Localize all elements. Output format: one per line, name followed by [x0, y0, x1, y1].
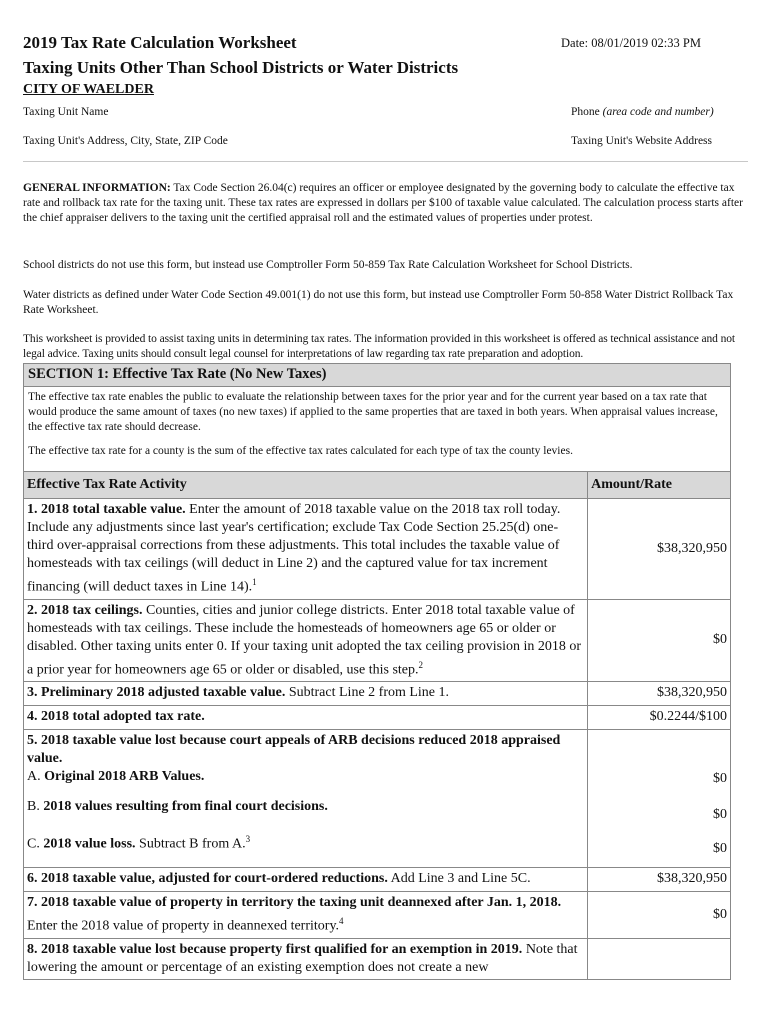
line5c-text: Subtract B from A.	[135, 836, 246, 852]
line8-amount	[588, 938, 731, 979]
table-row	[24, 730, 731, 868]
line3-title: 3. Preliminary 2018 adjusted taxable value.	[27, 685, 286, 701]
worksheet-date: Date: 08/01/2019 02:33 PM	[561, 36, 701, 50]
line7-description	[24, 892, 588, 939]
line6-amount: $38,320,950	[588, 868, 731, 892]
general-information-lead: GENERAL INFORMATION:	[23, 182, 171, 194]
header-divider	[23, 161, 748, 162]
line8-text: Note that lowering the amount or percentage of an existing exemption does not create a new	[27, 941, 578, 975]
line4-description	[24, 706, 588, 730]
line5b-prefix: B.	[27, 799, 44, 815]
line5a-label	[27, 768, 584, 786]
line5-description	[24, 730, 588, 868]
phone-label-text: Phone	[571, 106, 600, 118]
section1-county-note: The effective tax rate for a county is the sum of the effective tax rates calculated for each type of tax the county levies.	[28, 445, 573, 457]
line4-title: 4. 2018 total adopted tax rate.	[27, 709, 205, 725]
line5b-title: 2018 values resulting from final court decisions.	[43, 799, 328, 815]
section1-header: SECTION 1: Effective Tax Rate (No New Taxes)	[23, 363, 731, 387]
line5b-amount: $0	[713, 807, 727, 823]
line5c-footnote: 3	[245, 834, 251, 845]
general-information-text: Tax Code Section 26.04(c) requires an officer or employee designated by the governing body to calculate the effective tax rate and rollback tax rate for the taxing unit. These tax rates are expressed in dollars per $100 of taxable value calculated. The calculation process starts after the chief appraiser delivers to the taxing unit the certified appraisal roll and the estimated values of properties under protest.	[23, 182, 743, 224]
table-row	[24, 938, 731, 979]
table-row	[24, 682, 731, 706]
table-header-row	[24, 472, 731, 499]
phone-label	[571, 106, 714, 118]
line7-text: Enter the 2018 value of property in deannexed territory.	[27, 918, 340, 934]
website-label: Taxing Unit's Website Address	[571, 135, 712, 147]
line8-description	[24, 938, 588, 979]
worksheet-title: 2019 Tax Rate Calculation Worksheet	[23, 33, 297, 52]
line5c-amount: $0	[713, 841, 727, 857]
column-header-activity: Effective Tax Rate Activity	[24, 472, 588, 499]
line5-title: 5. 2018 taxable value lost because court appeals of ARB decisions reduced 2018 appraised value.	[27, 733, 561, 767]
line1-text: Enter the amount of 2018 taxable value on the 2018 tax roll today. Include any adjustments since last year's certification; exclude Tax Code Section 25.25(d) one-third over-appraisal corrections from these adjustments. This total includes the taxable value of homesteads with tax ceilings (will deduct in Line 2) and the captured value for tax increment financing (will deduct taxes in Line 14).	[27, 502, 561, 595]
column-header-amount: Amount/Rate	[588, 472, 731, 499]
line2-description	[24, 599, 588, 682]
general-information	[23, 181, 745, 226]
line7-amount: $0	[588, 892, 731, 939]
worksheet-disclaimer: This worksheet is provided to assist taxing units in determining tax rates. The information provided in this worksheet is offered as technical assistance and not legal advice. Taxing units should consult legal counsel for interpretations of law regarding tax rate preparation and adoption.	[23, 333, 735, 360]
line6-title: 6. 2018 taxable value, adjusted for court-ordered reductions.	[27, 871, 388, 887]
worksheet-subtitle: Taxing Units Other Than School Districts or Water Districts	[23, 58, 459, 77]
line8-title: 8. 2018 taxable value lost because property first qualified for an exemption in 2019.	[27, 941, 523, 957]
phone-label-hint: (area code and number)	[602, 106, 714, 118]
line3-description	[24, 682, 588, 706]
table-row	[24, 868, 731, 892]
line1-title: 1. 2018 total taxable value.	[27, 502, 186, 517]
address-label: Taxing Unit's Address, City, State, ZIP Code	[23, 135, 228, 147]
section1-intro-text: The effective tax rate enables the public to evaluate the relationship between taxes for the prior year and for the current year based on a tax rate that would produce the same amount of taxes (no new taxes) if applied to the same properties that are taxed in both years. When appraisal values increase, the effective tax rate should decrease.	[28, 391, 718, 433]
line5c-title: 2018 value loss.	[43, 836, 136, 852]
line5c-label	[27, 830, 584, 852]
line4-amount: $0.2244/$100	[588, 706, 731, 730]
line5a-title: Original 2018 ARB Values.	[44, 769, 205, 785]
taxing-unit-name-value: CITY OF WAELDER	[23, 82, 154, 97]
line7-footnote: 4	[339, 916, 344, 927]
table-row	[24, 706, 731, 730]
line5a-amount: $0	[713, 771, 727, 787]
line2-title: 2. 2018 tax ceilings.	[27, 602, 143, 618]
line3-text: Subtract Line 2 from Line 1.	[285, 685, 450, 701]
table-row	[24, 892, 731, 939]
table-row	[24, 499, 731, 600]
line7-title: 7. 2018 taxable value of property in territory the taxing unit deannexed after Jan. 1, 2018.	[27, 895, 562, 911]
water-district-note: Water districts as defined under Water Code Section 49.001(1) do not use this form, but instead use Comptroller Form 50-858 Water District Rollback Tax Rate Worksheet.	[23, 289, 734, 316]
school-district-note: School districts do not use this form, but instead use Comptroller Form 50-859 Tax Rate Calculation Worksheet for School Districts.	[23, 259, 633, 271]
line5c-prefix: C.	[27, 836, 44, 852]
line2-text: Counties, cities and junior college districts. Enter 2018 total taxable value of homesteads with tax ceilings. These include the homesteads of homeowners age 65 or older or disabled. Other taxing units enter 0. If your taxing unit adopted the tax ceiling provision in 2018 or a prior year for homeowners age 65 or older or disabled, use this step.	[27, 602, 582, 678]
line1-amount: $38,320,950	[588, 499, 731, 600]
line6-description	[24, 868, 588, 892]
table-row	[24, 599, 731, 682]
line1-description	[24, 499, 588, 600]
line2-amount: $0	[588, 599, 731, 682]
line1-footnote: 1	[252, 577, 257, 587]
line3-amount: $38,320,950	[588, 682, 731, 706]
line2-footnote: 2	[418, 659, 423, 670]
line5a-prefix: A.	[27, 769, 45, 785]
line5-amounts	[588, 730, 731, 868]
section1-intro	[23, 387, 731, 471]
line6-text: Add Line 3 and Line 5C.	[387, 871, 531, 887]
taxing-unit-name-label: Taxing Unit Name	[23, 106, 109, 118]
line5b-label	[27, 798, 584, 816]
effective-tax-rate-table	[23, 471, 731, 980]
